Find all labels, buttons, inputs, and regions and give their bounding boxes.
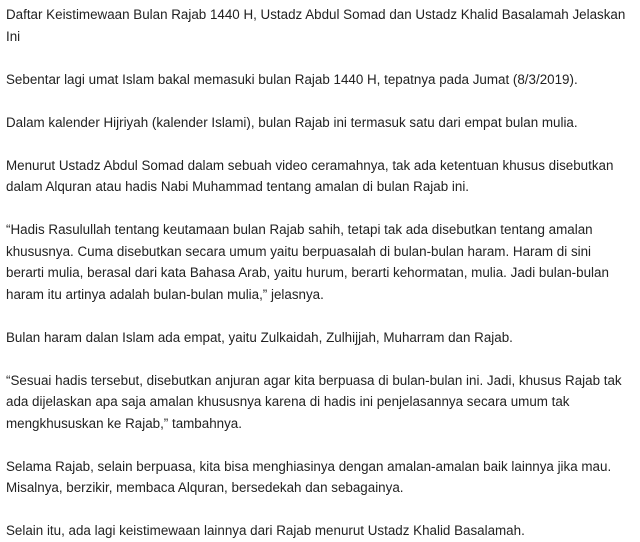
paragraph-5: Bulan haram dalan Islam ada empat, yaitu Zulkaidah, Zulhijjah, Muharram dan Rajab. [6,329,513,345]
paragraph-6: “Sesuai hadis tersebut, disebutkan anjuran agar kita berpuasa di bulan-bulan ini. Jadi, khusus Rajab tak ada dijelaskan apa saja amalan khususnya karena di hadis ini penjelasannya secara umum tak mengkhususkan ke Rajab,” tambahnya. [6,372,622,431]
paragraph-4: “Hadis Rasulullah tentang keutamaan bulan Rajab sahih, tetapi tak ada disebutkan tentang amalan khususnya. Cuma disebutkan secara umum yaitu berpuasalah di bulan-bulan haram. Haram di sini berarti mulia, berasal dari kata Bahasa Arab, yaitu hurum, berarti kehormatan, mulia. Jadi bulan-bulan haram itu artinya adalah bulan-bulan mulia,” jelasnya. [6,222,609,302]
paragraph-2: Dalam kalender Hijriyah (kalender Islami), bulan Rajab ini termasuk satu dari empat bulan mulia. [6,114,578,130]
article-title: Daftar Keistimewaan Bulan Rajab 1440 H, Ustadz Abdul Somad dan Ustadz Khalid Basalamah Jelaskan Ini [6,7,626,44]
paragraph-8: Selain itu, ada lagi keistimewaan lainnya dari Rajab menurut Ustadz Khalid Basalamah. [6,523,525,538]
paragraph-7: Selama Rajab, selain berpuasa, kita bisa menghiasinya dengan amalan-amalan baik lainnya jika mau. Misalnya, berzikir, membaca Alquran, bersedekah dan sebagainya. [6,458,612,495]
paragraph-3: Menurut Ustadz Abdul Somad dalam sebuah video ceramahnya, tak ada ketentuan khusus disebutkan dalam Alquran atau hadis Nabi Muhammad tentang amalan di bulan Rajab ini. [6,157,614,194]
paragraph-1: Sebentar lagi umat Islam bakal memasuki bulan Rajab 1440 H, tepatnya pada Jumat (8/3/2019). [6,71,578,87]
